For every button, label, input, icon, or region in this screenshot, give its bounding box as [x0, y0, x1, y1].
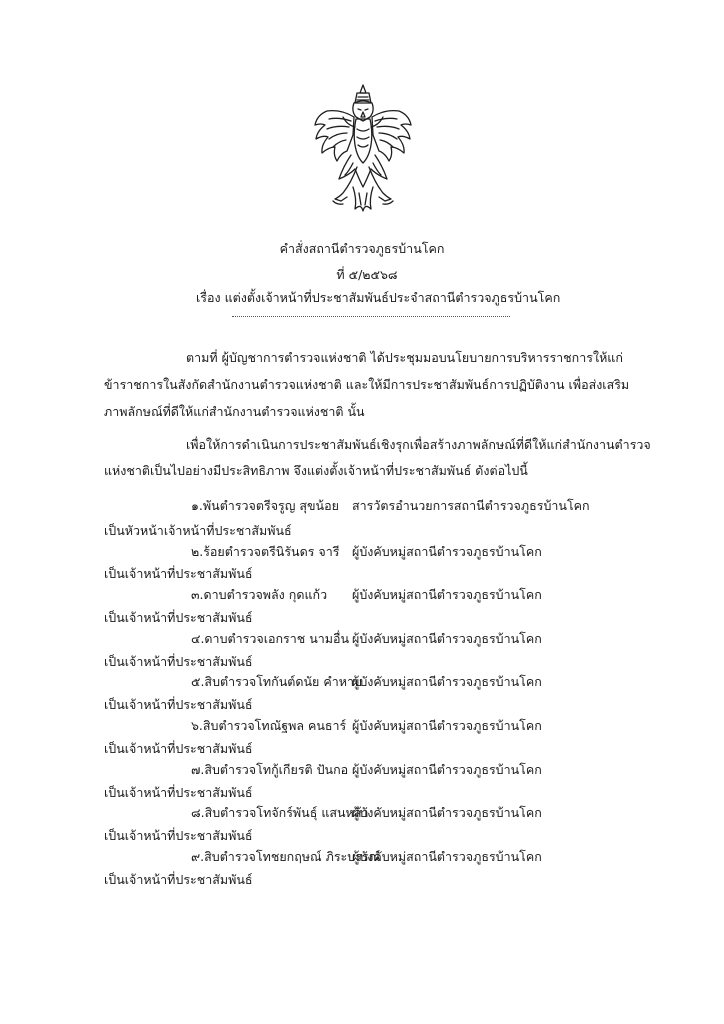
appointee-role: เป็นหัวหน้าเจ้าหน้าที่ประชาสัมพันธ์ [104, 523, 292, 538]
appointee-position: ผู้บังคับหมู่สถานีตำรวจภูธรบ้านโคก [352, 849, 542, 864]
appointee-name: ๙.สิบตำรวจโทชยกฤษณ์ ภิระบรรณ์ [191, 849, 381, 864]
appointee-position: ผู้บังคับหมู่สถานีตำรวจภูธรบ้านโคก [352, 587, 542, 602]
appointee-role: เป็นเจ้าหน้าที่ประชาสัมพันธ์ [104, 828, 253, 843]
appointee-name: ๖.สิบตำรวจโทณัฐพล คนธาร์ [191, 718, 347, 733]
appointee-name: ๔.ดาบตำรวจเอกราช นามอื่น [191, 631, 350, 646]
appointee-role: เป็นเจ้าหน้าที่ประชาสัมพันธ์ [104, 566, 253, 581]
appointee-role: เป็นเจ้าหน้าที่ประชาสัมพันธ์ [104, 785, 253, 800]
appointee-role: เป็นเจ้าหน้าที่ประชาสัมพันธ์ [104, 610, 253, 625]
appointee-role: เป็นเจ้าหน้าที่ประชาสัมพันธ์ [104, 741, 253, 756]
dotted-divider [232, 316, 510, 317]
appointee-position: ผู้บังคับหมู่สถานีตำรวจภูธรบ้านโคก [352, 805, 542, 820]
paragraph-1-line-1: ตามที่ ผู้บัญชาการตำรวจแห่งชาติ ได้ประชุมมอบนโยบายการบริหารราชการให้แก่ [186, 350, 623, 365]
appointee-position: ผู้บังคับหมู่สถานีตำรวจภูธรบ้านโคก [352, 544, 542, 559]
paragraph-1-line-2: ข้าราชการในสังกัดสำนักงานตำรวจแห่งชาติ และให้มีการประชาสัมพันธ์การปฏิบัติงาน เพื่อส่งเสริม [104, 377, 630, 392]
appointee-name: ๑.พันตำรวจตรีจรูญ สุขน้อย [191, 498, 339, 513]
appointee-position: ผู้บังคับหมู่สถานีตำรวจภูธรบ้านโคก [352, 631, 542, 646]
appointee-name: ๗.สิบตำรวจโทกู้เกียรติ ปันกอ [191, 762, 349, 777]
order-number: ที่ ๕/๒๕๖๘ [336, 267, 398, 282]
appointee-position: ผู้บังคับหมู่สถานีตำรวจภูธรบ้านโคก [352, 674, 542, 689]
appointee-name: ๒.ร้อยตำรวจตรีนิรันดร จารี [191, 544, 340, 559]
paragraph-2-line-1: เพื่อให้การดำเนินการประชาสัมพันธ์เชิงรุกเพื่อสร้างภาพลักษณ์ที่ดีให้แก่สำนักงานตำรวจ [186, 437, 651, 452]
order-subject: เรื่อง แต่งตั้งเจ้าหน้าที่ประชาสัมพันธ์ประจำสถานีตำรวจภูธรบ้านโคก [196, 290, 561, 305]
order-title: คำสั่งสถานีตำรวจภูธรบ้านโคก [279, 241, 445, 256]
appointee-name: ๓.ดาบตำรวจพลัง กุดแก้ว [191, 587, 328, 602]
appointee-role: เป็นเจ้าหน้าที่ประชาสัมพันธ์ [104, 654, 253, 669]
appointee-role: เป็นเจ้าหน้าที่ประชาสัมพันธ์ [104, 872, 253, 887]
appointee-role: เป็นเจ้าหน้าที่ประชาสัมพันธ์ [104, 697, 253, 712]
appointee-position: ผู้บังคับหมู่สถานีตำรวจภูธรบ้านโคก [352, 718, 542, 733]
paragraph-2-line-2: แห่งชาติเป็นไปอย่างมีประสิทธิภาพ จึงแต่งตั้งเจ้าหน้าที่ประชาสัมพันธ์ ดังต่อไปนี้ [104, 463, 528, 478]
appointee-position: สารวัตรอำนวยการสถานีตำรวจภูธรบ้านโคก [352, 498, 590, 513]
garuda-emblem-icon [313, 83, 413, 215]
appointee-name: ๕.สิบตำรวจโทกันต์ดนัย คำหาบ [191, 674, 362, 689]
paragraph-1-line-3: ภาพลักษณ์ที่ดีให้แก่สำนักงานตำรวจแห่งชาติ นั้น [104, 404, 365, 419]
appointee-position: ผู้บังคับหมู่สถานีตำรวจภูธรบ้านโคก [352, 762, 542, 777]
appointee-name: ๘.สิบตำรวจโทจักร์พันธุ์ แสนหล้า [191, 805, 369, 820]
